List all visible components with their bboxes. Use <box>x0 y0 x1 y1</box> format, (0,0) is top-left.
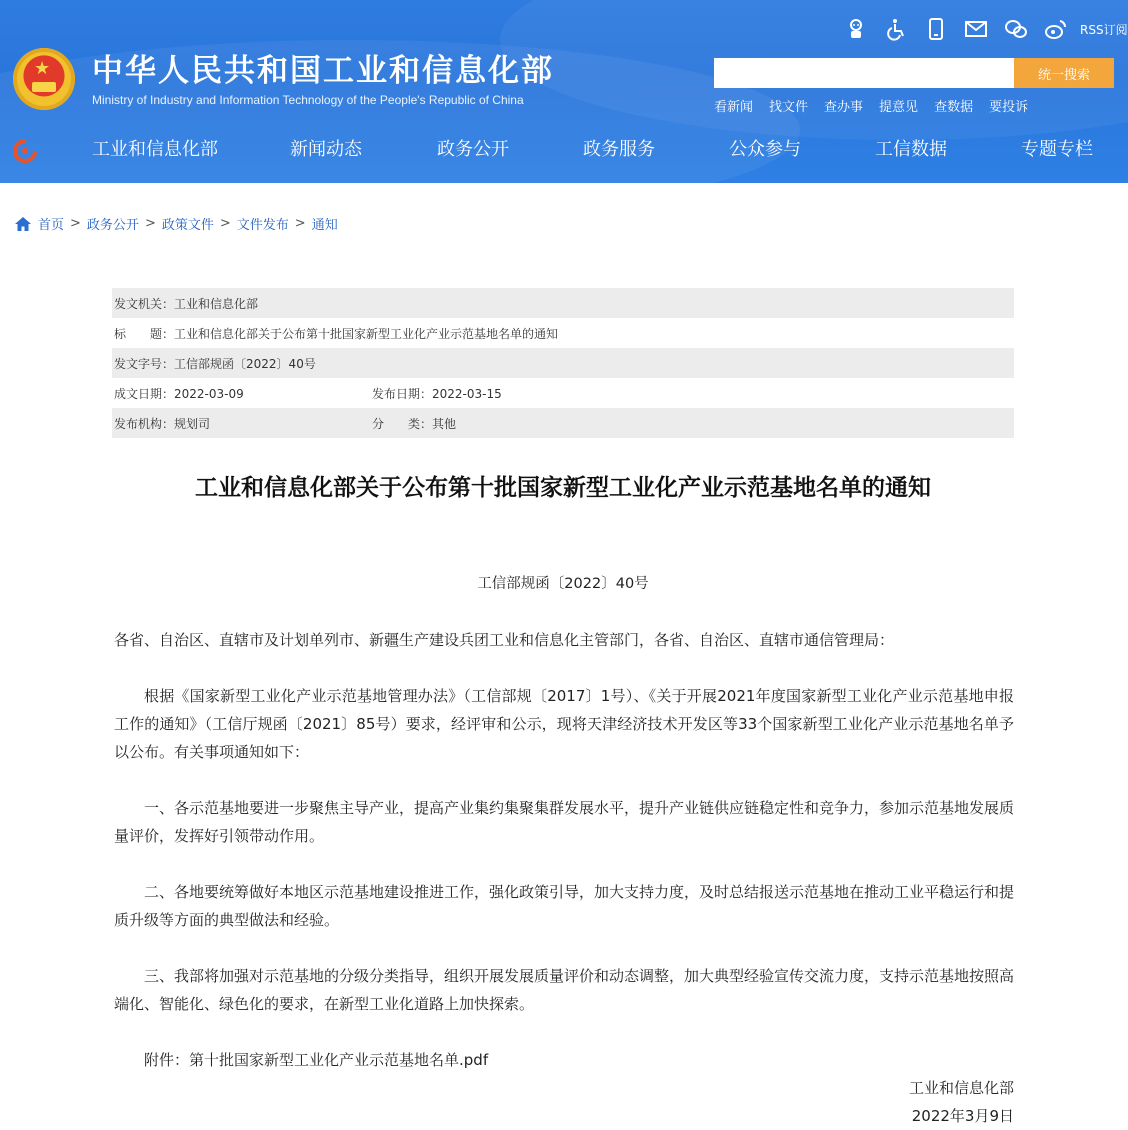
meta-published-label: 发布日期： <box>372 386 433 401</box>
meta-category-label: 分 类： <box>372 416 433 431</box>
accessibility-icon[interactable] <box>876 14 916 44</box>
meta-published-value: 2022-03-15 <box>432 386 502 401</box>
meta-row-dates <box>112 378 1014 408</box>
breadcrumb-policy-files[interactable]: 政策文件 <box>161 218 214 233</box>
breadcrumb-separator: > <box>294 216 306 231</box>
main-nav <box>0 130 1128 170</box>
meta-title-value: 工业和信息化部关于公布第十批国家新型工业化产业示范基地名单的通知 <box>174 326 559 341</box>
quick-links <box>714 96 1044 115</box>
document-number: 工信部规函〔2022〕40号 <box>477 576 649 592</box>
national-emblem-icon[interactable]: ★ <box>13 48 75 110</box>
attachment-link[interactable]: 附件：第十批国家新型工业化产业示范基地名单.pdf <box>144 1051 489 1069</box>
search-button[interactable]: 统一搜索 <box>1014 58 1114 88</box>
home-icon[interactable] <box>14 216 32 232</box>
meta-row-issuer <box>112 288 1014 318</box>
nav-item-public[interactable]: 公众参与 <box>729 139 801 160</box>
site-header <box>0 0 1128 183</box>
breadcrumb <box>14 214 338 233</box>
meta-category-value: 其他 <box>432 416 457 431</box>
wechat-icon[interactable] <box>996 14 1036 44</box>
signature: 工业和信息化部 <box>908 1079 1014 1097</box>
rss-link[interactable]: RSS订阅 <box>1080 22 1128 37</box>
breadcrumb-separator: > <box>219 216 231 231</box>
addressee-paragraph: 各省、自治区、直辖市及计划单列市、新疆生产建设兵团工业和信息化主管部门，各省、自治区、直辖市通信管理局： <box>114 631 895 649</box>
search-input[interactable] <box>714 58 1014 88</box>
document-title: 工业和信息化部关于公布第十批国家新型工业化产业示范基地名单的通知 <box>195 475 931 501</box>
meta-doc-no-label: 发文字号： <box>114 356 175 371</box>
quick-link-files[interactable]: 找文件 <box>769 100 809 115</box>
nav-item-topics[interactable]: 专题专栏 <box>1021 139 1093 160</box>
quick-link-news[interactable]: 看新闻 <box>714 100 754 115</box>
meta-issuer-value: 工业和信息化部 <box>174 296 259 311</box>
breadcrumb-notice[interactable]: 通知 <box>311 218 338 233</box>
breadcrumb-home[interactable]: 首页 <box>38 218 65 233</box>
meta-doc-no-value: 工信部规函〔2022〕40号 <box>174 356 316 371</box>
meta-org-label: 发布机构： <box>114 416 175 431</box>
site-subtitle: Ministry of Industry and Information Technology of the People's Republic of China <box>92 93 524 107</box>
quick-link-complaint[interactable]: 要投诉 <box>989 100 1029 115</box>
meta-created-cell <box>112 385 370 402</box>
nav-item-gov-services[interactable]: 政务服务 <box>583 139 655 160</box>
nav-item-miit[interactable]: 工业和信息化部 <box>92 139 218 160</box>
robot-icon[interactable] <box>836 14 876 44</box>
meta-created-value: 2022-03-09 <box>174 386 244 401</box>
quick-link-data[interactable]: 查数据 <box>934 100 974 115</box>
meta-org-cell <box>112 415 370 432</box>
nav-item-gov-affairs[interactable]: 政务公开 <box>437 139 509 160</box>
body-paragraph-1: 根据《国家新型工业化产业示范基地管理办法》（工信部规〔2017〕1号）、《关于开展2021年度国家新型工业化产业示范基地申报工作的通知》（工信厅规函〔2021〕85号）要求，经评审和公示，现将天津经济技术开发区等33个国家新型工业化产业示范基地名单予以公布。有关事项通知如下： <box>114 687 1014 761</box>
mobile-icon[interactable] <box>916 14 956 44</box>
meta-created-label: 成文日期： <box>114 386 175 401</box>
breadcrumb-gov-affairs[interactable]: 政务公开 <box>86 218 139 233</box>
meta-row-title <box>112 318 1014 348</box>
quick-link-services[interactable]: 查办事 <box>824 100 864 115</box>
miit-logo-icon[interactable] <box>12 138 38 164</box>
quick-link-feedback[interactable]: 提意见 <box>879 100 919 115</box>
meta-published-cell <box>370 385 502 402</box>
site-title[interactable]: 中华人民共和国工业和信息化部 <box>92 53 554 89</box>
meta-row-doc-no <box>112 348 1014 378</box>
nav-item-data[interactable]: 工信数据 <box>875 139 947 160</box>
nav-item-news[interactable]: 新闻动态 <box>290 139 362 160</box>
meta-org-value: 规划司 <box>174 416 211 431</box>
top-icon-bar <box>836 14 1128 44</box>
weibo-icon[interactable] <box>1036 14 1076 44</box>
document-meta-table <box>112 288 1014 438</box>
signature-date: 2022年3月9日 <box>911 1107 1014 1125</box>
meta-title-label: 标 题： <box>114 326 175 341</box>
body-paragraph-3: 二、各地要统筹做好本地区示范基地建设推进工作，强化政策引导，加大支持力度，及时总结报送示范基地在推动工业平稳运行和提质升级等方面的典型做法和经验。 <box>114 883 1015 929</box>
breadcrumb-separator: > <box>70 216 81 231</box>
body-paragraph-2: 一、各示范基地要进一步聚焦主导产业，提高产业集约集聚集群发展水平，提升产业链供应链稳定性和竞争力，参加示范基地发展质量评价，发挥好引领带动作用。 <box>114 799 1015 845</box>
meta-issuer-label: 发文机关： <box>114 296 175 311</box>
mail-icon[interactable] <box>956 14 996 44</box>
breadcrumb-separator: > <box>144 216 156 231</box>
meta-category-cell <box>370 415 456 432</box>
meta-row-org <box>112 408 1014 438</box>
body-paragraph-4: 三、我部将加强对示范基地的分级分类指导，组织开展发展质量评价和动态调整，加大典型经验宣传交流力度，支持示范基地按照高端化、智能化、绿色化的要求，在新型工业化道路上加快探索。 <box>114 967 1015 1013</box>
breadcrumb-file-release[interactable]: 文件发布 <box>236 218 289 233</box>
